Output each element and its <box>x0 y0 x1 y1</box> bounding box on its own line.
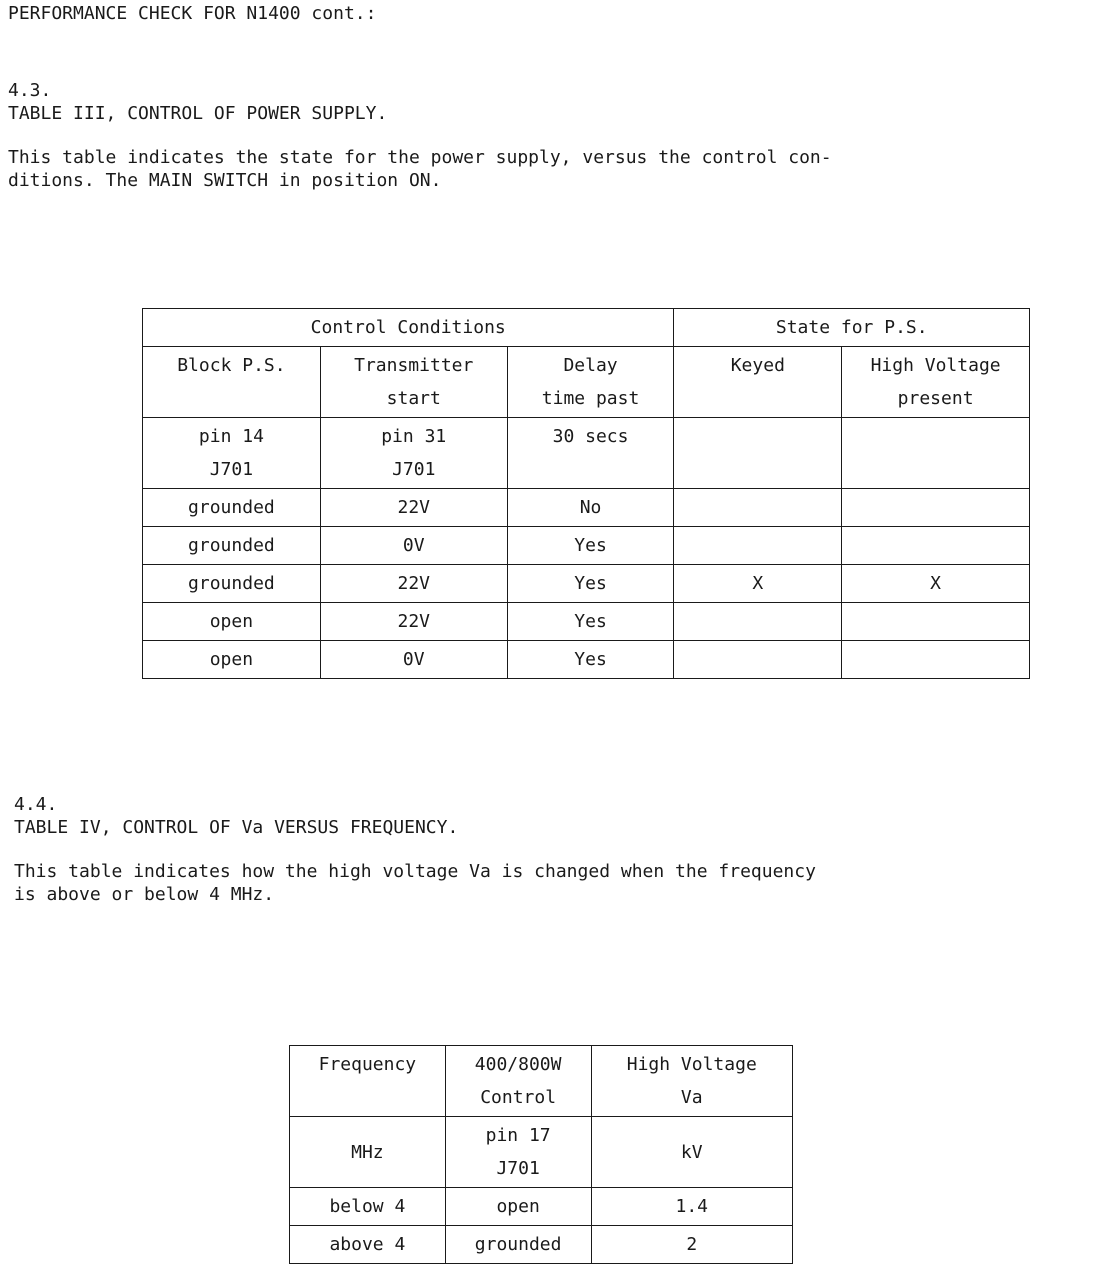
unit-high-voltage: kV <box>591 1117 792 1188</box>
table-header-row <box>290 1046 793 1117</box>
table-row <box>143 565 1030 603</box>
table-cell <box>674 418 842 489</box>
table-row <box>290 1188 793 1226</box>
section-number: 4.4. <box>14 794 58 815</box>
table-cell <box>674 603 842 641</box>
table-cell: 2 <box>591 1226 792 1264</box>
subheader-delay-time: 30 secs <box>507 418 674 489</box>
table-cell: 22V <box>320 603 507 641</box>
table-cell: 0V <box>320 527 507 565</box>
table-cell: Yes <box>507 527 674 565</box>
table-cell: Yes <box>507 565 674 603</box>
section-paragraph-line: This table indicates how the high voltage Va is changed when the frequency <box>14 861 816 882</box>
section-paragraph-line: This table indicates the state for the power supply, versus the control con- <box>8 147 832 168</box>
table-unit-row <box>290 1117 793 1188</box>
power-supply-table <box>142 308 1030 679</box>
table-row <box>143 603 1030 641</box>
table-cell <box>842 527 1030 565</box>
table-cell: open <box>445 1188 591 1226</box>
column-header-block-ps: Block P.S. <box>143 347 321 418</box>
table-cell <box>842 641 1030 679</box>
table-cell <box>674 641 842 679</box>
subheader-pin-31: pin 31 J701 <box>320 418 507 489</box>
column-header-frequency: Frequency <box>290 1046 446 1117</box>
table-cell: above 4 <box>290 1226 446 1264</box>
table-header-row <box>143 347 1030 418</box>
table-row <box>290 1226 793 1264</box>
unit-control-pin: pin 17 J701 <box>445 1117 591 1188</box>
column-header-high-voltage: High Voltage Va <box>591 1046 792 1117</box>
table-cell <box>674 527 842 565</box>
column-header-keyed: Keyed <box>674 347 842 418</box>
column-header-transmitter-start: Transmitter start <box>320 347 507 418</box>
table-cell: grounded <box>445 1226 591 1264</box>
table-row <box>143 641 1030 679</box>
table-cell <box>674 489 842 527</box>
table-cell: X <box>842 565 1030 603</box>
table-cell: Yes <box>507 603 674 641</box>
table-cell <box>842 489 1030 527</box>
table-cell: No <box>507 489 674 527</box>
section-paragraph-line: ditions. The MAIN SWITCH in position ON. <box>8 170 442 191</box>
table-subheader-row <box>143 418 1030 489</box>
section-number: 4.3. <box>8 80 52 101</box>
column-header-delay: Delay time past <box>507 347 674 418</box>
table-cell: grounded <box>143 527 321 565</box>
table-cell: 22V <box>320 565 507 603</box>
section-title: TABLE III, CONTROL OF POWER SUPPLY. <box>8 103 388 124</box>
frequency-table <box>289 1045 793 1264</box>
subheader-pin-14: pin 14 J701 <box>143 418 321 489</box>
table-cell: 22V <box>320 489 507 527</box>
table-row <box>143 489 1030 527</box>
group-header-state-for-ps: State for P.S. <box>674 309 1030 347</box>
unit-frequency: MHz <box>290 1117 446 1188</box>
column-header-control: 400/800W Control <box>445 1046 591 1117</box>
page-header: PERFORMANCE CHECK FOR N1400 cont.: <box>8 3 377 24</box>
table-cell: Yes <box>507 641 674 679</box>
table-cell: grounded <box>143 565 321 603</box>
table-cell <box>842 418 1030 489</box>
section-title: TABLE IV, CONTROL OF Va VERSUS FREQUENCY. <box>14 817 459 838</box>
table-cell: X <box>674 565 842 603</box>
table-cell: 1.4 <box>591 1188 792 1226</box>
table-cell: below 4 <box>290 1188 446 1226</box>
table-row <box>143 527 1030 565</box>
table-cell <box>842 603 1030 641</box>
column-header-high-voltage: High Voltage present <box>842 347 1030 418</box>
section-paragraph-line: is above or below 4 MHz. <box>14 884 275 905</box>
table-cell: grounded <box>143 489 321 527</box>
table-cell: 0V <box>320 641 507 679</box>
table-group-header-row <box>143 309 1030 347</box>
group-header-control-conditions: Control Conditions <box>143 309 674 347</box>
table-cell: open <box>143 603 321 641</box>
table-cell: open <box>143 641 321 679</box>
